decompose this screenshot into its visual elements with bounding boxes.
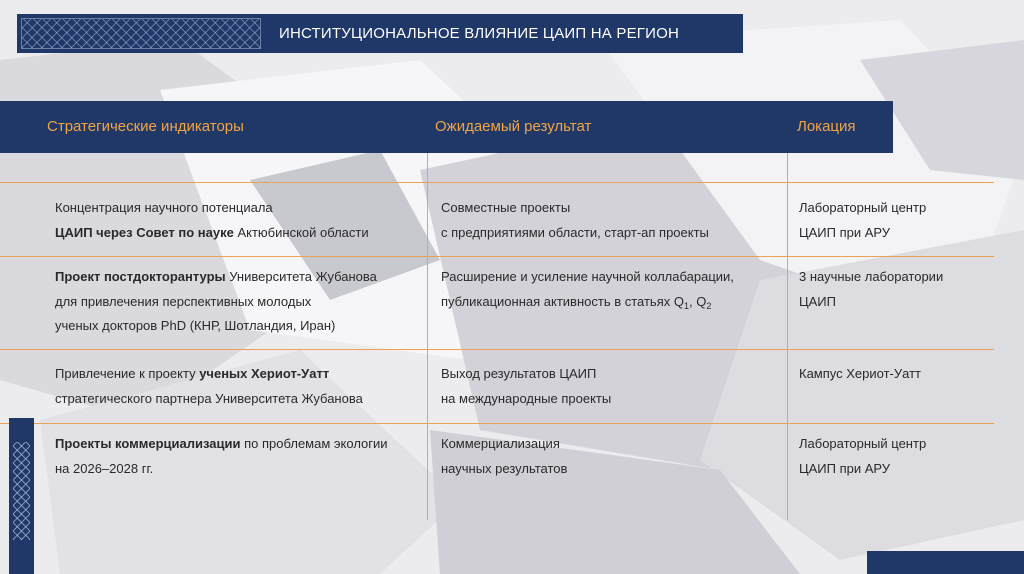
row-divider	[0, 349, 994, 350]
cell-line: на международные проекты	[441, 390, 612, 406]
cell-line: научных результатов	[441, 460, 568, 476]
table-row-2-result	[441, 265, 734, 314]
cell-line: Лабораторный центр	[799, 436, 927, 451]
cell-bold-text: Проекты коммерциализации	[55, 436, 241, 451]
cell-line: Кампус Хериот-Уатт	[799, 366, 921, 381]
table-row-1-result	[441, 196, 709, 245]
table-row-2-location	[799, 265, 943, 314]
cell-line: ЦАИП при АРУ	[799, 224, 891, 240]
cell-line: для привлечения перспективных молодых	[55, 293, 312, 309]
cell-line	[55, 221, 369, 246]
ornament-pattern	[13, 442, 30, 540]
cell-line	[55, 362, 363, 387]
cell-line	[55, 432, 388, 457]
ornament-pattern	[21, 18, 261, 49]
cell-line: Лабораторный центр	[799, 200, 927, 215]
column-divider	[787, 153, 788, 520]
cell-line: с предприятиями области, старт-ап проекты	[441, 224, 709, 240]
cell-line: 3 научные лаборатории	[799, 269, 944, 284]
table-row-1-location	[799, 196, 926, 245]
cell-line: стратегического партнера Университета Жубанова	[55, 390, 363, 406]
cell-text: Привлечение к проекту	[55, 366, 200, 381]
cell-text: публикационная активность в статьях Q	[441, 293, 684, 309]
header-indicators: Стратегические индикаторы	[47, 118, 244, 135]
cell-bold-text: ЦАИП через Совет по науке	[55, 224, 234, 240]
row-divider	[0, 182, 994, 183]
cell-line: ученых докторов PhD (КНР, Шотландия, Иран)	[55, 318, 336, 333]
cell-line: Коммерциализация	[441, 436, 560, 451]
row-divider	[0, 423, 994, 424]
cell-bold-text: ученых Хериот-Уатт	[199, 366, 330, 381]
table-row-4-result	[441, 432, 567, 481]
table-row-4-location	[799, 432, 926, 481]
header-location: Локация	[797, 118, 856, 135]
cell-text: по проблемам экологии	[240, 436, 388, 451]
table-header	[0, 101, 893, 153]
subscript: 1	[683, 300, 689, 311]
column-divider	[427, 153, 428, 520]
cell-bold-text: Проект постдокторантуры	[55, 269, 226, 284]
table-row-2-indicator	[55, 265, 377, 339]
row-divider	[0, 256, 994, 257]
cell-text: , Q	[689, 293, 707, 309]
cell-line: Выход результатов ЦАИП	[441, 366, 597, 381]
table-row-3-location	[799, 362, 921, 387]
cell-line	[55, 265, 377, 290]
table-row-4-indicator	[55, 432, 388, 481]
side-ornament-strip	[9, 418, 34, 574]
cell-line: ЦАИП	[799, 293, 836, 309]
page-title: ИНСТИТУЦИОНАЛЬНОЕ ВЛИЯНИЕ ЦАИП НА РЕГИОН	[279, 25, 679, 42]
cell-line	[441, 290, 734, 315]
subscript: 2	[706, 300, 712, 311]
title-bar	[17, 14, 743, 53]
table-row-1-indicator	[55, 196, 369, 245]
cell-line: Концентрация научного потенциала	[55, 200, 273, 215]
table-row-3-indicator	[55, 362, 363, 411]
cell-line: Расширение и усиление научной коллабарации,	[441, 269, 734, 284]
cell-text: Актюбинской области	[233, 224, 369, 240]
table-row-3-result	[441, 362, 611, 411]
cell-line: на 2026–2028 гг.	[55, 460, 154, 476]
cell-line: ЦАИП при АРУ	[799, 460, 891, 476]
cell-line: Совместные проекты	[441, 200, 571, 215]
corner-accent-bar	[867, 551, 1024, 574]
cell-text: Университета Жубанова	[225, 269, 377, 284]
header-result: Ожидаемый результат	[435, 118, 592, 135]
